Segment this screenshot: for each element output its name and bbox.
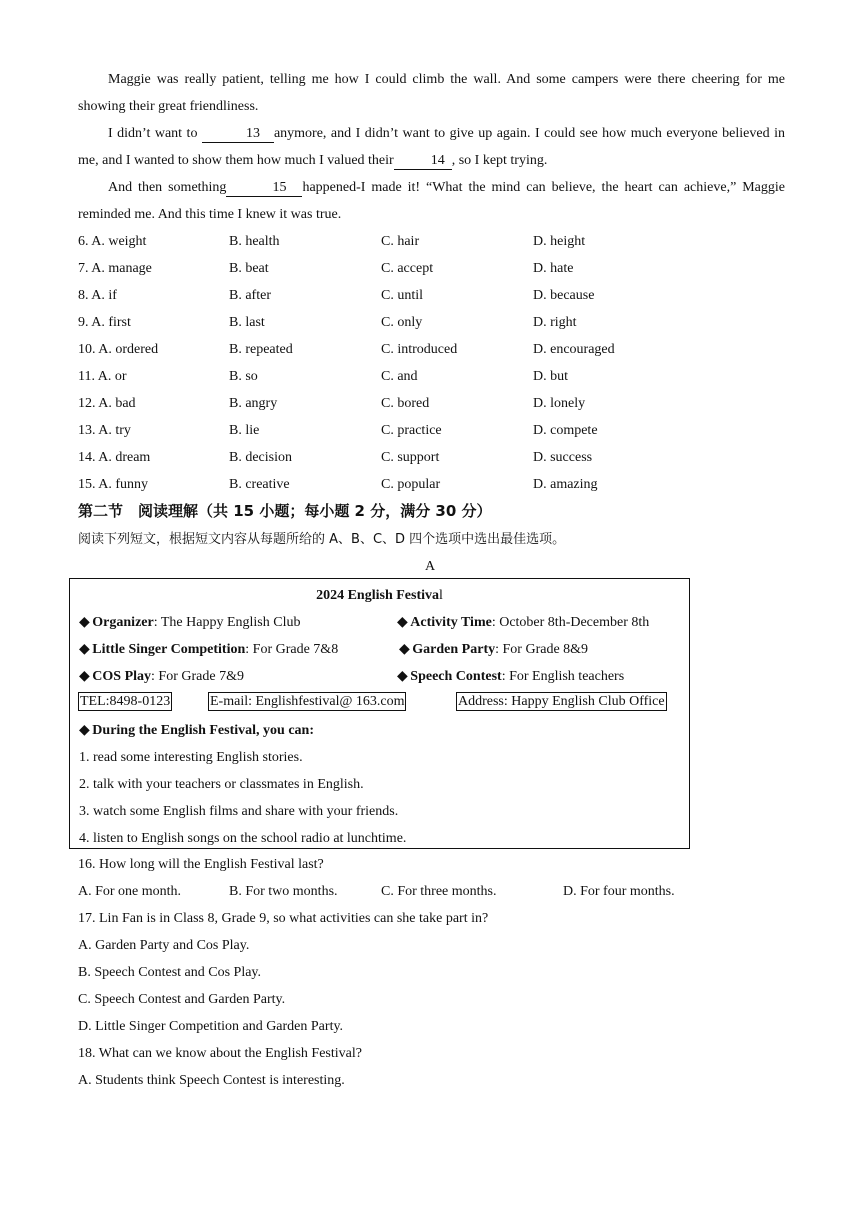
option-a: 8. A. if (78, 288, 117, 303)
option-d: D. height (533, 234, 586, 249)
question-18: 18. What can we know about the English Festival? (78, 1046, 362, 1061)
option-a: 13. A. try (78, 423, 131, 438)
option-b: B. health (229, 234, 280, 249)
option-a: 11. A. or (78, 369, 127, 384)
activity-item: 2. talk with your teachers or classmates in English. (79, 777, 364, 792)
garden-party-value: : For Grade 8&9 (495, 642, 589, 657)
organizer-value: : The Happy English Club (153, 615, 301, 630)
activity-time-label: Activity Time (410, 615, 492, 630)
option-a: 10. A. ordered (78, 342, 159, 357)
option-b: B. lie (229, 423, 260, 438)
option-b: B. repeated (229, 342, 293, 357)
q16-option-a: A. For one month. (78, 884, 182, 899)
blank-14: 14 (394, 153, 452, 170)
p3-text-after: happened-I made it! “What the mind can believe, the heart can achieve,” Maggie reminded me. And this time I knew it was true. (78, 180, 785, 222)
option-c: C. until (381, 288, 424, 303)
during-heading (79, 717, 314, 744)
option-a: 7. A. manage (78, 261, 152, 276)
option-a: 12. A. bad (78, 396, 136, 411)
q18-option-a: A. Students think Speech Contest is interesting. (78, 1073, 345, 1088)
blank-15: 15 (226, 180, 302, 197)
q17-option-b: B. Speech Contest and Cos Play. (78, 965, 262, 980)
q16-option-c: C. For three months. (381, 884, 497, 899)
organizer-label: Organizer (92, 615, 154, 630)
q17-option-a: A. Garden Party and Cos Play. (78, 938, 250, 953)
speech-contest-value: : For English teachers (501, 669, 625, 684)
passage-paragraph-1 (78, 66, 785, 120)
email-text: E-mail: Englishfestival@ 163.com (210, 694, 405, 709)
section-2-instruction: 阅读下列短文，根据短文内容从每题所给的 A、B、C、D 四个选项中选出最佳选项。 (78, 532, 566, 547)
option-c: C. practice (381, 423, 442, 438)
option-c: C. and (381, 369, 418, 384)
option-c: C. introduced (381, 342, 458, 357)
singer-value: : For Grade 7&8 (245, 642, 339, 657)
diamond-bullet-icon: ◆ (399, 642, 410, 657)
blank-13: 13 (202, 126, 274, 143)
option-d: D. right (533, 315, 577, 330)
section-2-heading: 第二节 阅读理解（共 15 小题；每小题 2 分，满分 30 分） (78, 502, 492, 520)
option-b: B. beat (229, 261, 269, 276)
option-d: D. amazing (533, 477, 598, 492)
address-text: Address: Happy English Club Office (458, 694, 665, 709)
cos-play-label: COS Play (92, 669, 152, 684)
option-b: B. last (229, 315, 265, 330)
q17-option-c: C. Speech Contest and Garden Party. (78, 992, 286, 1007)
option-d: D. because (533, 288, 595, 303)
p2-text-before: I didn’t want to (108, 126, 202, 141)
option-b: B. so (229, 369, 258, 384)
passage-paragraph-1-text: Maggie was really patient, telling me how I could climb the wall. And some campers were there cheering for me showing their great friendliness. (78, 72, 785, 114)
q16-option-b: B. For two months. (229, 884, 338, 899)
diamond-bullet-icon: ◆ (79, 615, 90, 630)
option-b: B. angry (229, 396, 278, 411)
p2-text-after: , so I kept trying. (451, 153, 548, 168)
question-17: 17. Lin Fan is in Class 8, Grade 9, so what activities can she take part in? (78, 911, 489, 926)
garden-party-line (399, 636, 588, 663)
option-a: 6. A. weight (78, 234, 147, 249)
q17-option-d: D. Little Singer Competition and Garden Party. (78, 1019, 344, 1034)
passage-letter: A (424, 559, 436, 574)
passage-paragraph-2 (78, 120, 785, 174)
diamond-bullet-icon: ◆ (397, 615, 408, 630)
option-b: B. after (229, 288, 271, 303)
during-heading-text: During the English Festival, you can: (92, 723, 314, 738)
option-c: C. bored (381, 396, 430, 411)
speech-contest-label: Speech Contest (410, 669, 502, 684)
q16-option-d: D. For four months. (563, 884, 675, 899)
option-d: D. encouraged (533, 342, 615, 357)
option-c: C. accept (381, 261, 434, 276)
option-d: D. compete (533, 423, 598, 438)
notice-title-tail: l (439, 588, 443, 603)
contact-tel (78, 692, 172, 711)
option-c: C. popular (381, 477, 441, 492)
option-d: D. but (533, 369, 568, 384)
contact-email (208, 692, 406, 711)
contact-address (456, 692, 667, 711)
diamond-bullet-icon: ◆ (79, 642, 90, 657)
singer-label: Little Singer Competition (92, 642, 246, 657)
activity-time-value: : October 8th-December 8th (491, 615, 650, 630)
garden-party-label: Garden Party (412, 642, 496, 657)
cos-play-value: : For Grade 7&9 (151, 669, 244, 684)
question-16: 16. How long will the English Festival last? (78, 857, 324, 872)
singer-line (79, 636, 338, 663)
option-c: C. only (381, 315, 423, 330)
option-c: C. support (381, 450, 440, 465)
option-b: B. decision (229, 450, 292, 465)
activity-item: 4. listen to English songs on the school radio at lunchtime. (79, 831, 407, 846)
option-a: 9. A. first (78, 315, 131, 330)
option-d: D. success (533, 450, 593, 465)
notice-title (70, 582, 689, 609)
notice-title-bold: 2024 English Festiva (316, 588, 439, 603)
option-a: 14. A. dream (78, 450, 151, 465)
p3-text-before: And then something (108, 180, 227, 195)
festival-notice-box (69, 578, 690, 849)
activity-item: 3. watch some English films and share with your friends. (79, 804, 399, 819)
option-d: D. hate (533, 261, 574, 276)
cos-play-line (79, 663, 244, 690)
activity-item: 1. read some interesting English stories. (79, 750, 303, 765)
option-a: 15. A. funny (78, 477, 148, 492)
diamond-bullet-icon: ◆ (79, 723, 90, 738)
option-b: B. creative (229, 477, 290, 492)
tel-text: TEL:8498-0123 (80, 694, 171, 709)
diamond-bullet-icon: ◆ (397, 669, 408, 684)
question-16-options (78, 878, 785, 905)
option-c: C. hair (381, 234, 420, 249)
option-d: D. lonely (533, 396, 586, 411)
activity-time-line (397, 609, 649, 636)
p2-text-middle: anymore, and I didn’t want to give up again. I could see how much everyone believed in me, and I wanted to show them how much I valued their (78, 126, 785, 168)
passage-paragraph-3 (78, 174, 785, 228)
organizer-line (79, 609, 300, 636)
diamond-bullet-icon: ◆ (79, 669, 90, 684)
speech-contest-line (397, 663, 624, 690)
